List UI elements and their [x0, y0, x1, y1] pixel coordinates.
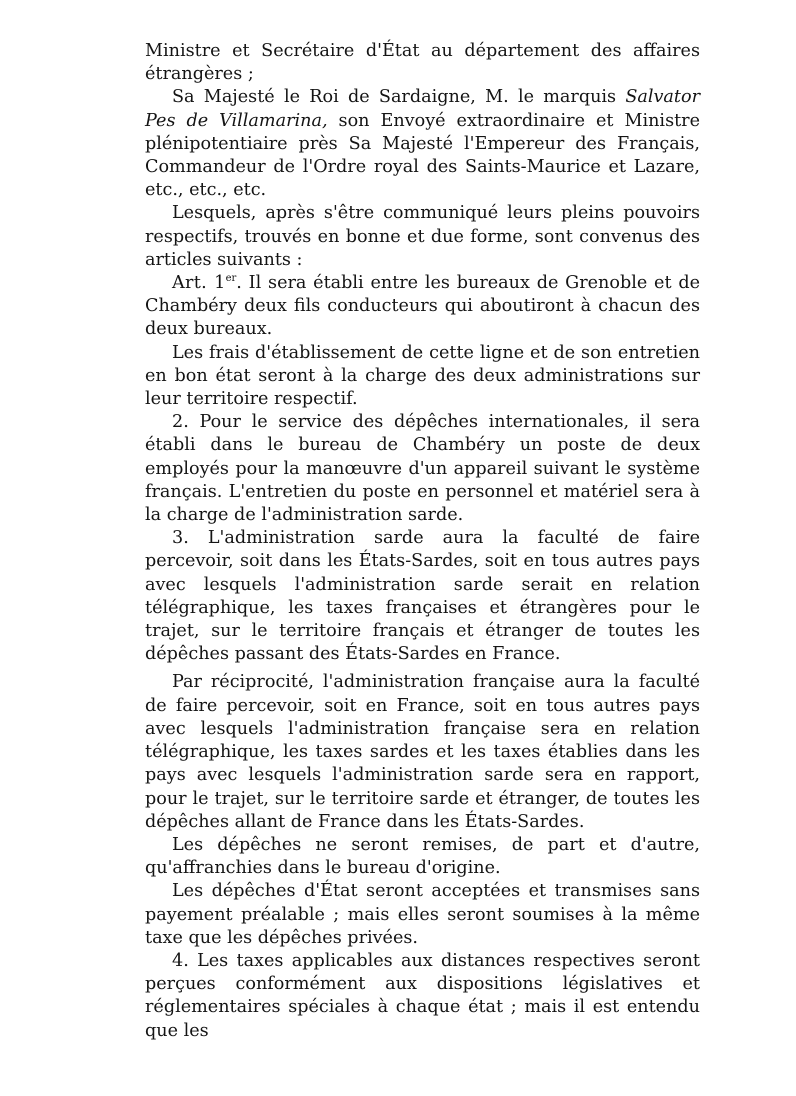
paragraph-lesquels: Lesquels, après s'être communiqué leurs pleins pouvoirs respectifs, trouvés en bonne et due forme, sont convenus des articles suivants : — [145, 203, 700, 270]
paragraph-article-4: 4. Les taxes applicables aux distances respectives seront perçues conformément aux dispositions législatives et réglementaires spéciales à chaque état ; mais il est entendu que les — [145, 950, 700, 1041]
paragraph-ministre: Ministre et Secrétaire d'État au département des affaires étrangères ; — [145, 41, 700, 85]
paragraph-frais: Les frais d'établissement de cette ligne et de son entretien en bon état seront à la charge des deux administrations sur leur territoire respectif. — [145, 342, 700, 410]
envoy-name: Salvator Pes de Villamarina, — [145, 87, 700, 131]
article-label-superscript: er — [225, 273, 237, 285]
paragraph-article-1: Art. 1er. Il sera établi entre les bureaux de Grenoble et de Chambéry deux fils conducteurs qui aboutiront à chacun des deux bureaux. — [145, 273, 701, 340]
paragraph-depeches-etat: Les dépêches d'État seront acceptées et transmises sans payement préalable ; mais elles seront soumises à la même taxe que les dépêches privées. — [145, 881, 700, 948]
paragraph-roi-de-sardaigne: Sa Majesté le Roi de Sardaigne, M. le marquis Salvator Pes de Villamarina, son Envoyé extraordinaire et Ministre plénipotentiaire près Sa Majesté l'Empereur des Français, Commandeur de l'Ordre royal des Saints-Maurice et Lazare, etc., etc., etc. — [145, 87, 700, 201]
treaty-text — [145, 40, 700, 1043]
paragraph-article-2: 2. Pour le service des dépêches internationales, il sera établi dans le bureau de Chambéry un poste de deux employés pour la manœuvre d'un appareil suivant le système français. L'entretien du poste en personnel et matériel sera à la charge de l'administration sarde. — [145, 412, 700, 526]
paragraph-article-3: 3. L'administration sarde aura la faculté de faire percevoir, soit dans les États-Sardes, soit en tous autres pays avec lesquels l'administration sarde serait en relation télégraphique, les taxes françaises et étrangères pour le trajet, sur le territoire français et étranger de toutes les dépêches passant des États-Sardes en France. — [145, 528, 700, 665]
article-label: Art. 1 — [172, 273, 226, 294]
paragraph-remises: Les dépêches ne seront remises, de part et d'autre, qu'affranchies dans le bureau d'origine. — [145, 834, 700, 879]
paragraph-reciprocite: Par réciprocité, l'administration française aura la faculté de faire percevoir, soit en France, soit en tous autres pays avec lesquels l'administration française sera en relation télégraphique, les taxes sardes et les taxes établies dans les pays avec lesquels l'administration sarde sera en rapport, pour le trajet, sur le territoire sarde et étranger, de toutes les dépêches allant de France dans les États-Sardes. — [145, 672, 700, 832]
